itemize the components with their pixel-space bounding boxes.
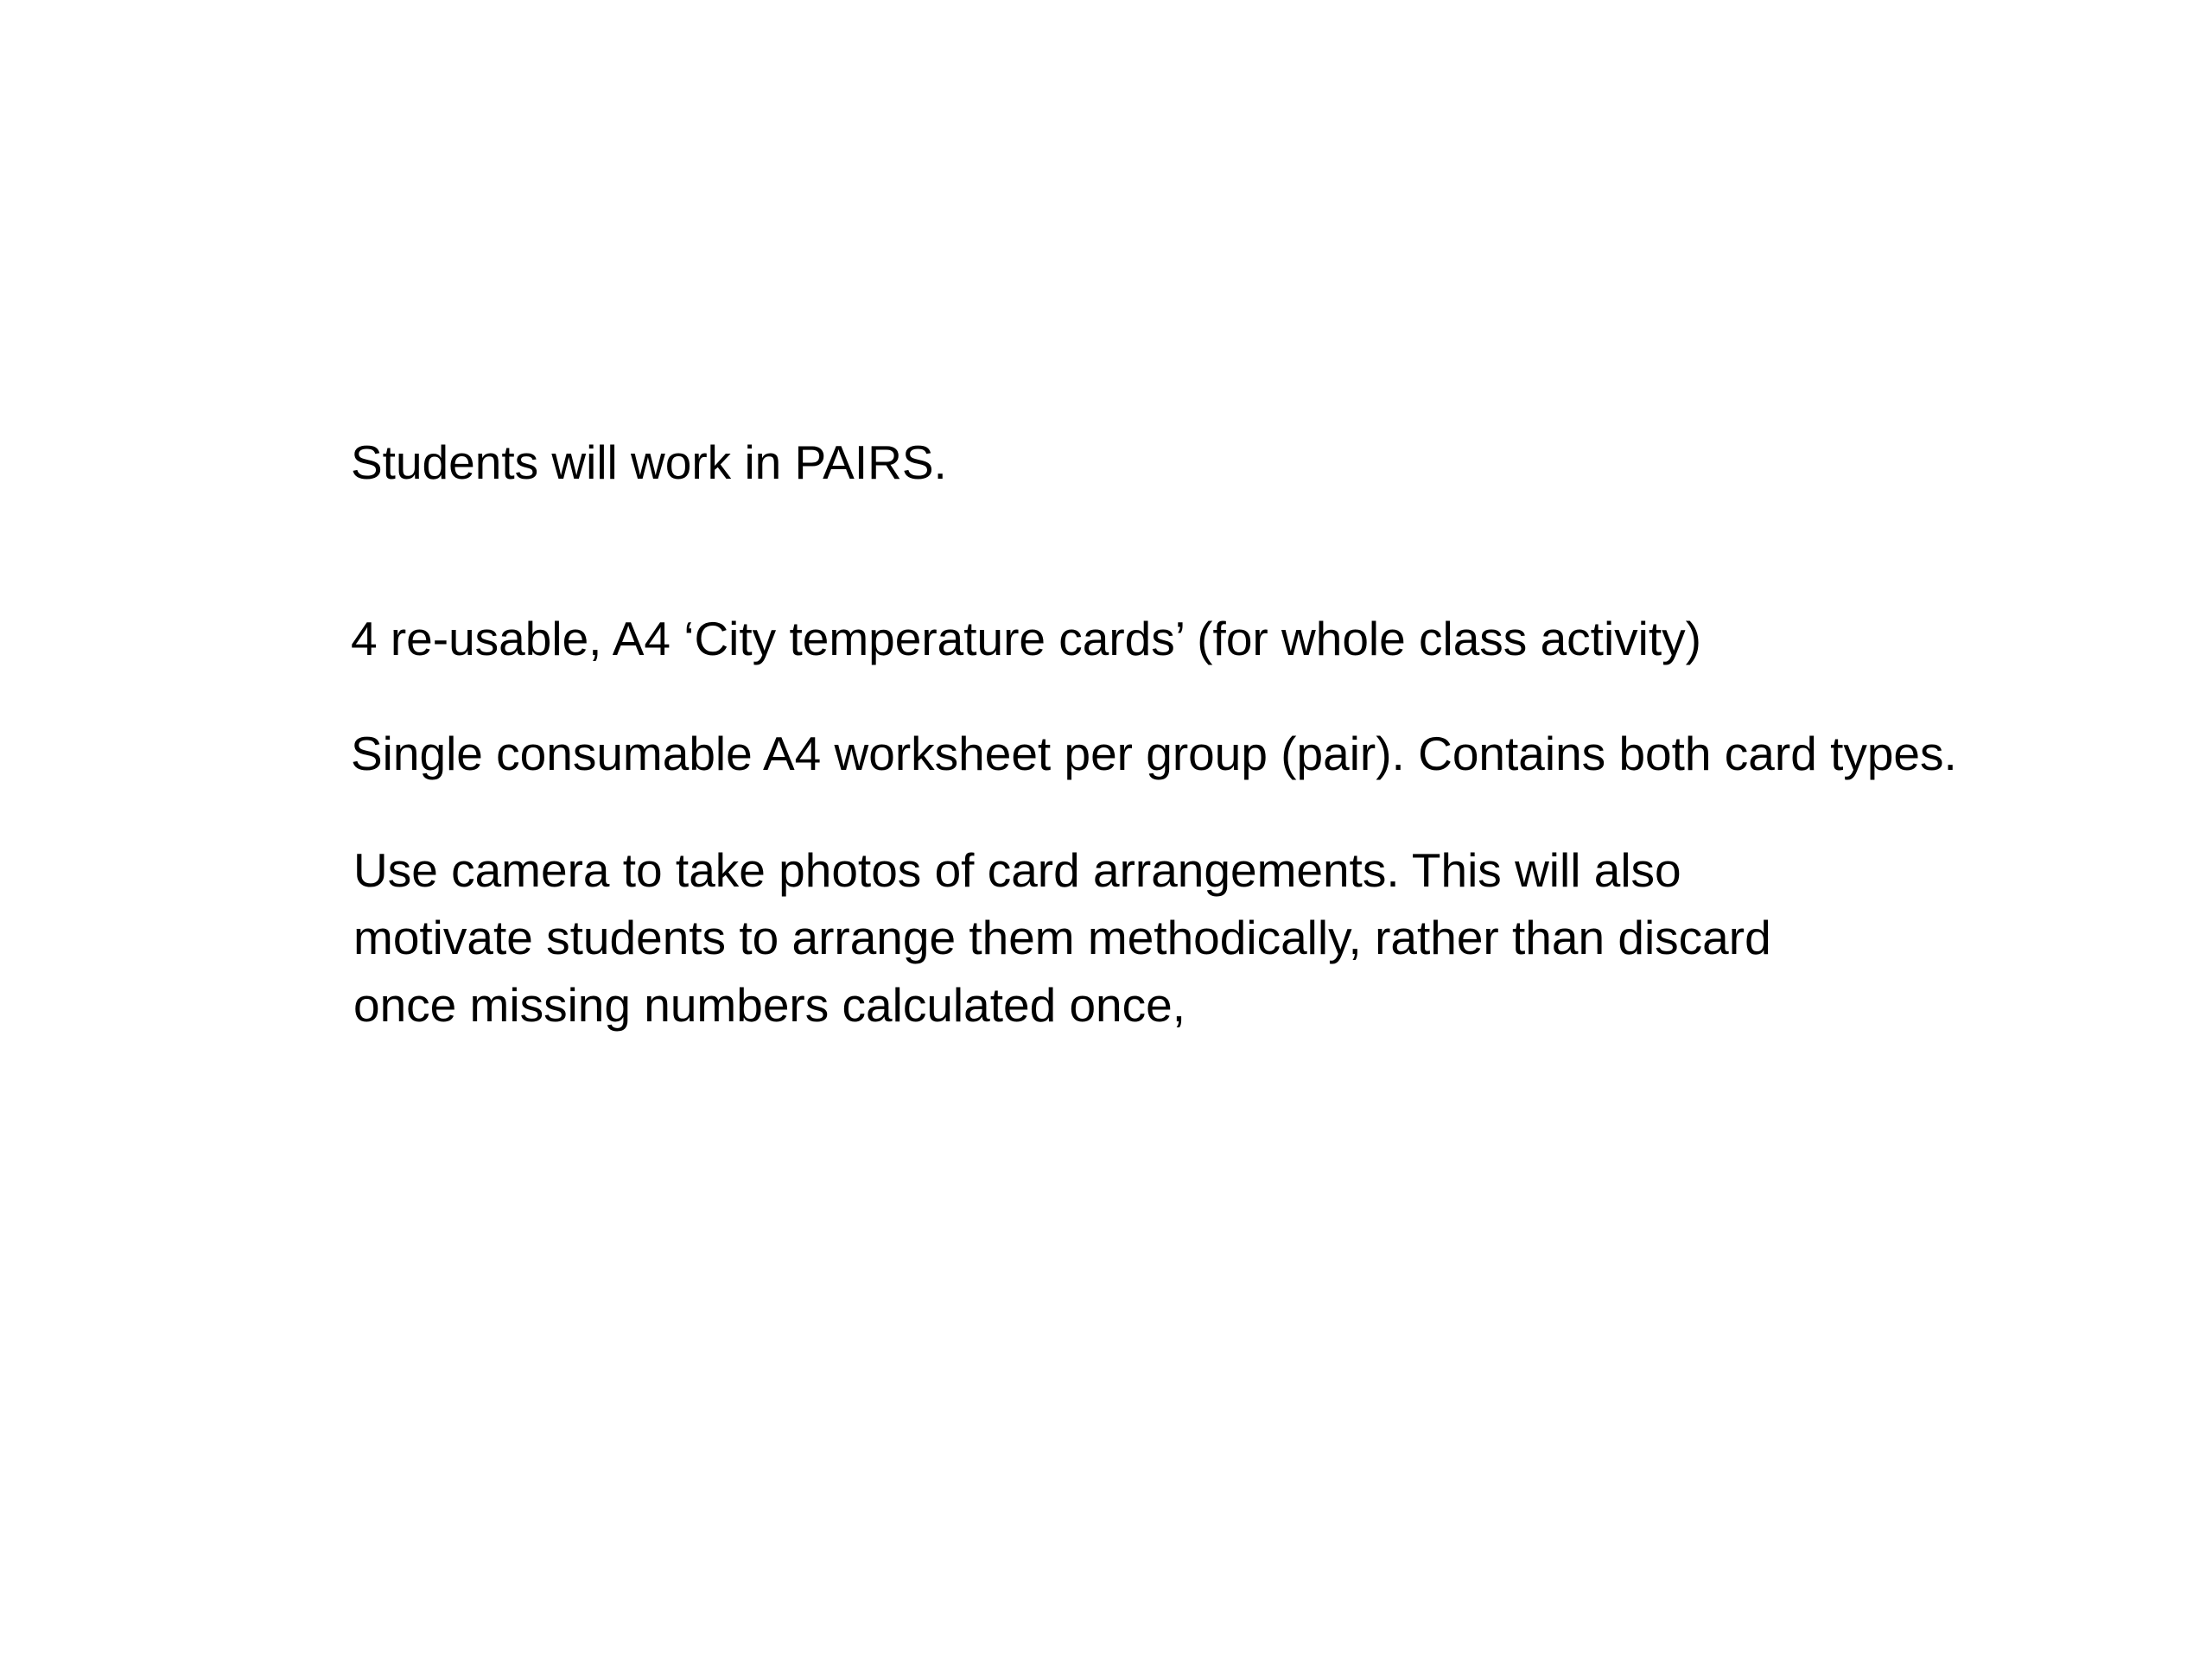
worksheet-note: Single consumable A4 worksheet per group (pair). Contains both card types. bbox=[351, 727, 1957, 780]
city-temperature-cards-note: 4 re-usable, A4 ‘City temperature cards’ (for whole class activity) bbox=[351, 612, 1701, 665]
camera-note-line: once missing numbers calculated once, bbox=[353, 978, 1186, 1032]
camera-note bbox=[353, 836, 1771, 1039]
camera-note-line: motivate students to arrange them methodically, rather than discard bbox=[353, 911, 1771, 964]
pairs-instruction: Students will work in PAIRS. bbox=[351, 435, 947, 489]
camera-note-line: Use camera to take photos of card arrangements. This will also bbox=[353, 843, 1681, 897]
